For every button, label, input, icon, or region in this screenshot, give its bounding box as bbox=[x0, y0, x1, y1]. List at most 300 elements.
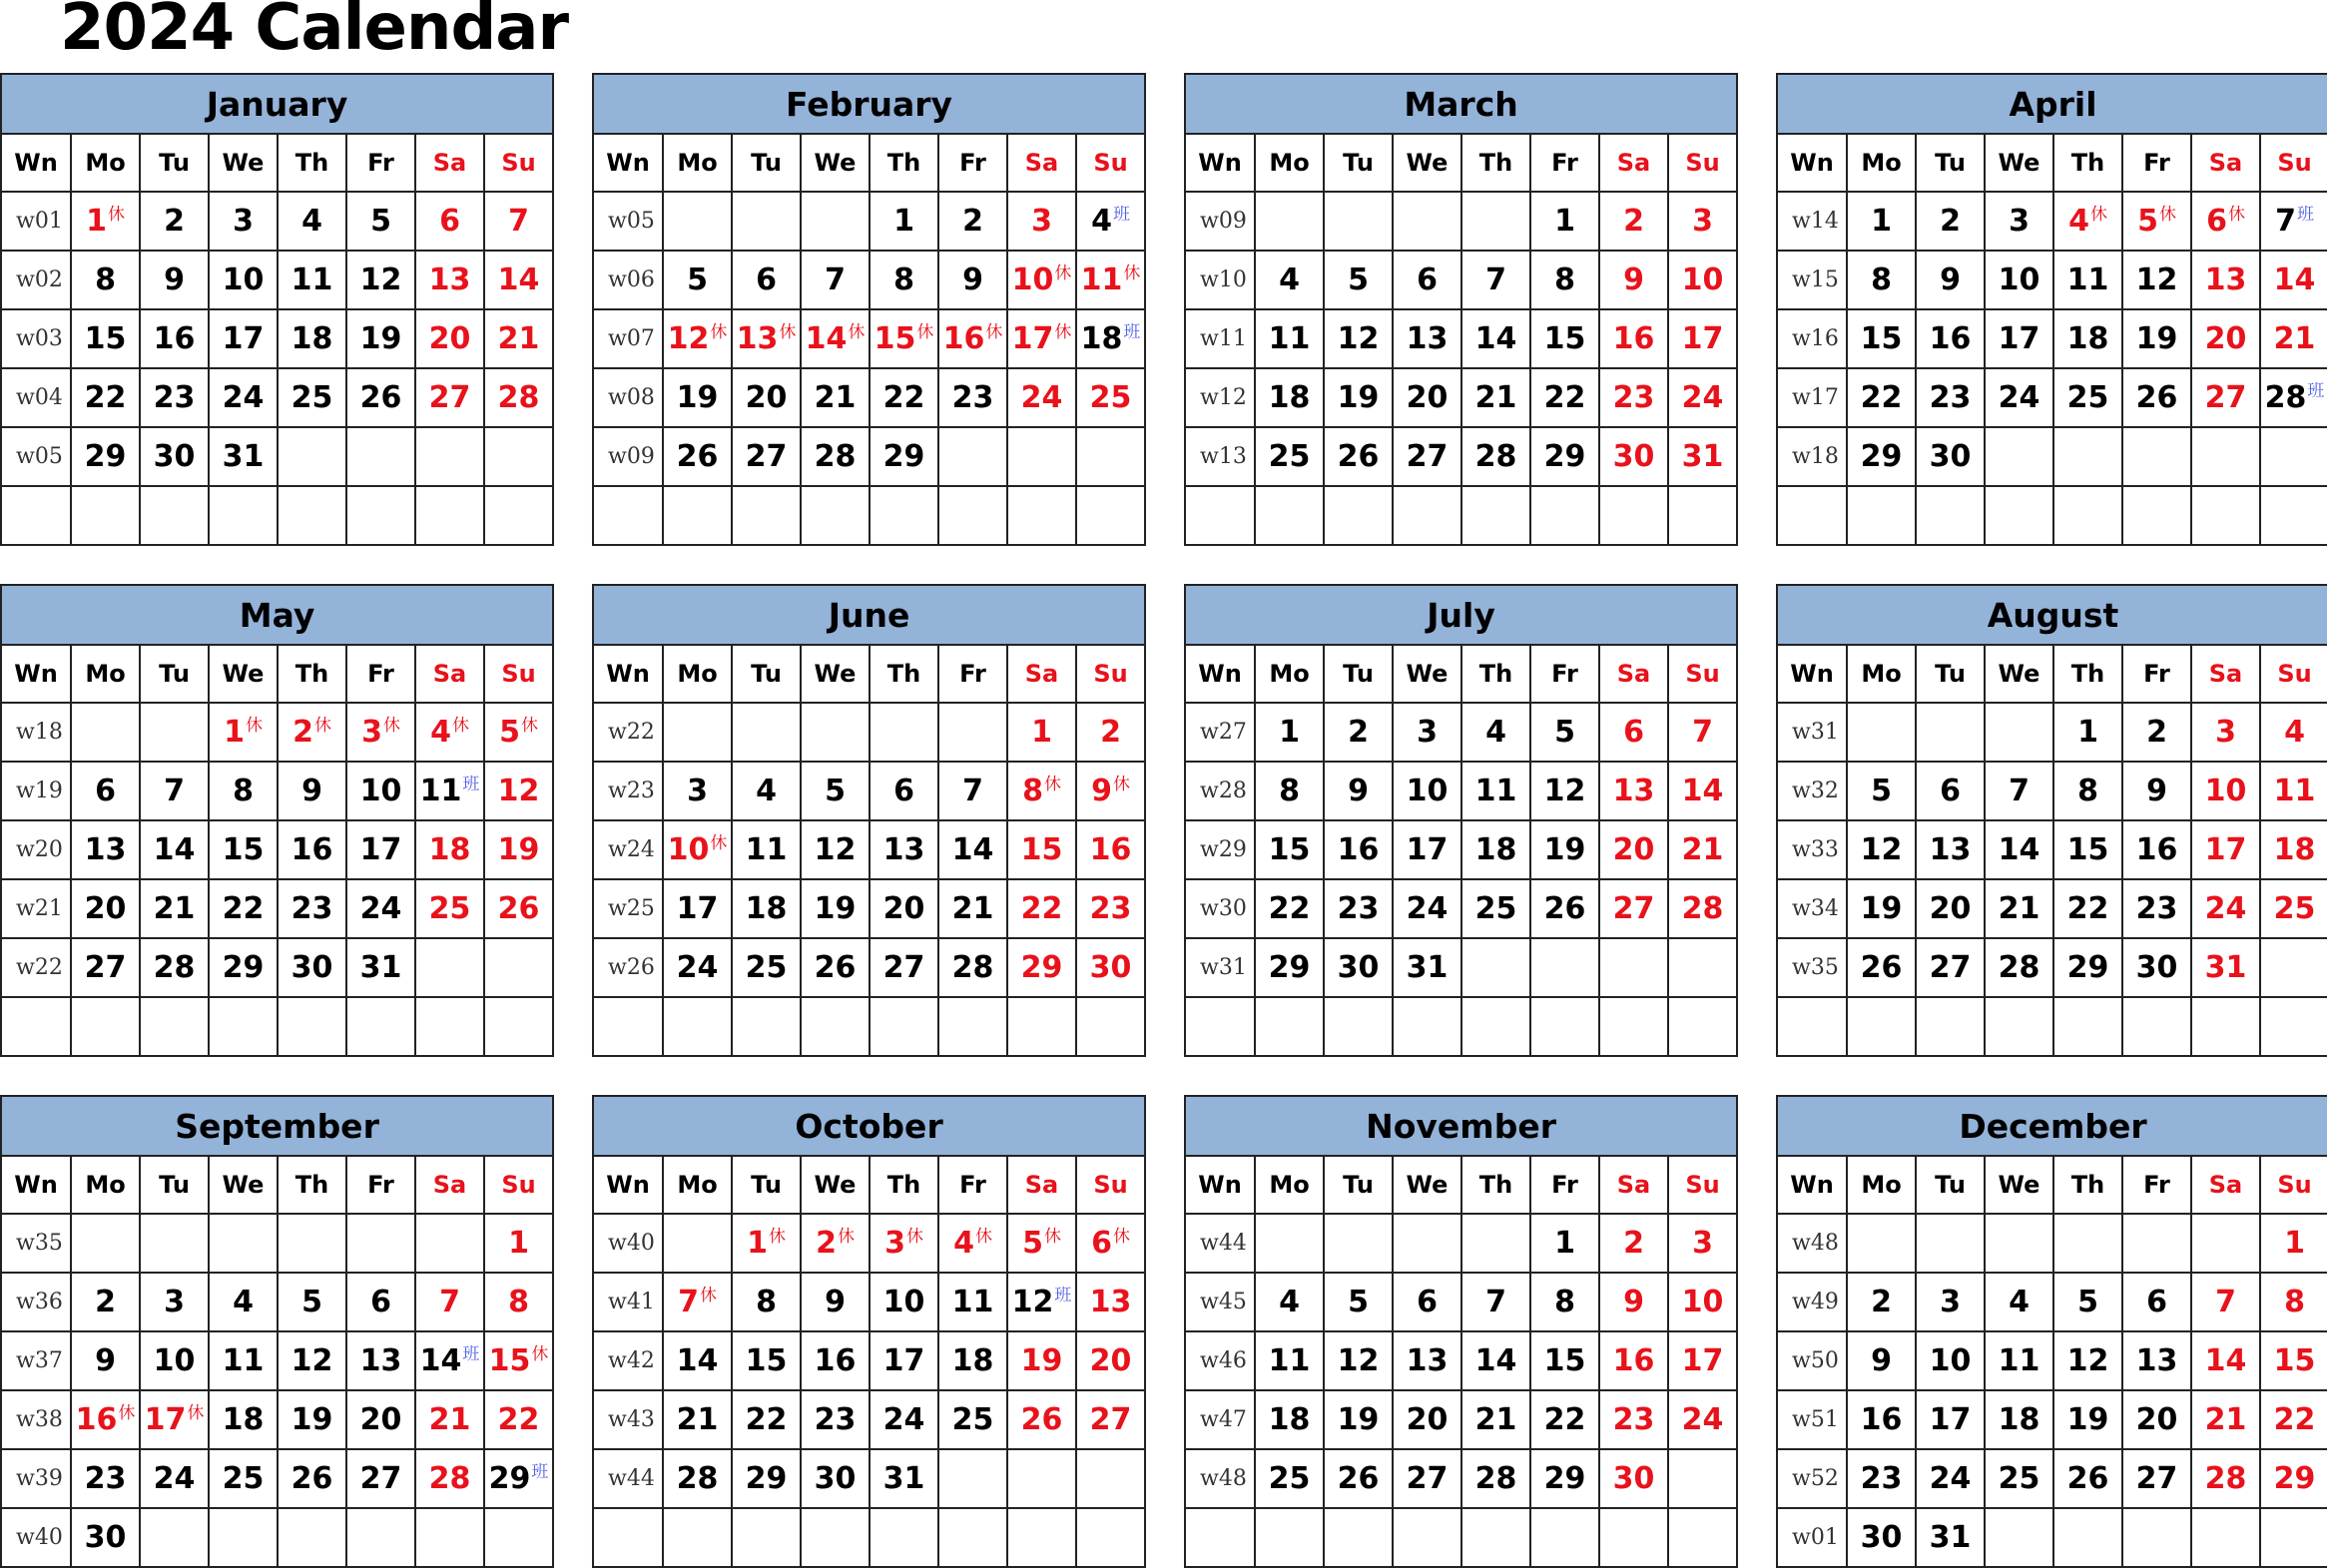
day-number: 26 bbox=[359, 380, 402, 415]
weekday-header: We bbox=[1985, 645, 2053, 703]
day-cell bbox=[346, 1390, 415, 1449]
empty-cell bbox=[1255, 1508, 1324, 1567]
day-number: 9 bbox=[1091, 774, 1112, 808]
day-cell bbox=[1076, 820, 1145, 879]
day-cell bbox=[801, 1449, 870, 1508]
empty-cell bbox=[1255, 486, 1324, 545]
day-number: 16 bbox=[153, 321, 196, 356]
day-number: 16 bbox=[1089, 832, 1132, 867]
day-number: 19 bbox=[814, 891, 857, 926]
day-cell bbox=[2122, 1273, 2191, 1331]
week-row bbox=[593, 427, 1145, 486]
day-cell bbox=[2053, 762, 2122, 820]
day-cell bbox=[140, 427, 209, 486]
weekday-header: Sa bbox=[1007, 134, 1076, 192]
empty-cell bbox=[140, 486, 209, 545]
day-cell bbox=[1668, 1331, 1737, 1390]
day-number: 14 bbox=[153, 832, 196, 867]
week-row bbox=[1185, 427, 1737, 486]
day-cell bbox=[2053, 368, 2122, 427]
empty-cell bbox=[1530, 938, 1599, 997]
holiday-rest-mark: 休 bbox=[531, 1344, 549, 1364]
empty-cell bbox=[2053, 997, 2122, 1056]
week-row bbox=[593, 820, 1145, 879]
day-number: 18 bbox=[291, 321, 333, 356]
weekday-header: Tu bbox=[140, 134, 209, 192]
day-cell bbox=[1461, 1273, 1530, 1331]
holiday-rest-mark: 休 bbox=[1054, 263, 1072, 283]
day-number: 3 bbox=[884, 1226, 905, 1261]
day-number: 27 bbox=[1929, 950, 1972, 985]
week-row bbox=[1185, 820, 1737, 879]
day-number: 23 bbox=[1860, 1461, 1903, 1496]
month-november bbox=[1184, 1095, 1736, 1568]
day-cell bbox=[1255, 762, 1324, 820]
day-number: 21 bbox=[1998, 891, 2040, 926]
weekday-header: Sa bbox=[1007, 645, 1076, 703]
day-number: 20 bbox=[428, 321, 471, 356]
weekday-header: Sa bbox=[2191, 1156, 2260, 1214]
day-cell bbox=[1007, 309, 1076, 368]
day-cell bbox=[1076, 1214, 1145, 1273]
empty-cell bbox=[2122, 1214, 2191, 1273]
weekday-header: Th bbox=[278, 1156, 346, 1214]
week-row bbox=[1185, 1331, 1737, 1390]
day-cell bbox=[732, 938, 801, 997]
day-number: 26 bbox=[814, 950, 857, 985]
day-cell bbox=[484, 309, 553, 368]
day-cell bbox=[1461, 251, 1530, 309]
day-number: 24 bbox=[359, 891, 402, 926]
day-cell bbox=[415, 703, 484, 762]
day-number: 14 bbox=[951, 832, 994, 867]
week-row bbox=[1, 879, 553, 938]
day-cell bbox=[870, 762, 938, 820]
day-number: 2 bbox=[2146, 715, 2167, 750]
day-number: 11 bbox=[291, 262, 333, 297]
day-number: 30 bbox=[1612, 1461, 1655, 1496]
empty-cell bbox=[1916, 1214, 1985, 1273]
empty-cell bbox=[1007, 997, 1076, 1056]
day-cell bbox=[1668, 820, 1737, 879]
day-number: 26 bbox=[2135, 380, 2178, 415]
week-row bbox=[1185, 309, 1737, 368]
day-cell bbox=[1530, 1331, 1599, 1390]
day-cell bbox=[415, 1390, 484, 1449]
week-row bbox=[1, 997, 553, 1056]
day-number: 2 bbox=[962, 204, 983, 239]
day-number: 7 bbox=[2215, 1285, 2236, 1319]
day-number: 8 bbox=[2284, 1285, 2305, 1319]
empty-cell bbox=[663, 997, 732, 1056]
day-number: 9 bbox=[962, 262, 983, 297]
day-number: 12 bbox=[1011, 1285, 1054, 1319]
day-number: 27 bbox=[1612, 891, 1655, 926]
day-number: 4 bbox=[301, 204, 322, 239]
day-number: 28 bbox=[153, 950, 196, 985]
day-number: 14 bbox=[497, 262, 540, 297]
day-cell bbox=[1847, 251, 1916, 309]
empty-cell bbox=[1668, 1508, 1737, 1567]
holiday-rest-mark: 休 bbox=[1054, 322, 1072, 342]
day-number: 29 bbox=[1860, 439, 1903, 474]
empty-cell bbox=[1393, 1508, 1461, 1567]
day-cell bbox=[663, 1449, 732, 1508]
day-cell bbox=[2191, 938, 2260, 997]
day-number: 20 bbox=[1406, 380, 1449, 415]
day-number: 25 bbox=[2273, 891, 2316, 926]
day-number: 29 bbox=[1268, 950, 1311, 985]
day-number: 31 bbox=[222, 439, 265, 474]
day-cell bbox=[870, 368, 938, 427]
day-number: 11 bbox=[1080, 262, 1123, 297]
weekday-header: We bbox=[209, 134, 278, 192]
day-cell bbox=[2122, 938, 2191, 997]
day-number: 26 bbox=[291, 1461, 333, 1496]
week-number: w13 bbox=[1185, 427, 1255, 486]
day-number: 24 bbox=[1681, 380, 1724, 415]
empty-cell bbox=[1530, 997, 1599, 1056]
empty-cell bbox=[71, 486, 140, 545]
day-number: 27 bbox=[1406, 439, 1449, 474]
day-cell bbox=[663, 251, 732, 309]
day-number: 7 bbox=[962, 774, 983, 808]
month-name: November bbox=[1185, 1096, 1737, 1156]
day-cell bbox=[1530, 427, 1599, 486]
week-row bbox=[593, 1390, 1145, 1449]
month-name: September bbox=[1, 1096, 553, 1156]
month-december bbox=[1776, 1095, 2327, 1568]
day-number: 12 bbox=[2066, 1343, 2109, 1378]
day-number: 18 bbox=[745, 891, 788, 926]
day-number: 14 bbox=[1474, 1343, 1517, 1378]
week-row bbox=[1, 938, 553, 997]
day-number: 3 bbox=[2215, 715, 2236, 750]
day-number: 30 bbox=[291, 950, 333, 985]
day-number: 16 bbox=[291, 832, 333, 867]
day-number: 23 bbox=[1929, 380, 1972, 415]
week-row bbox=[1, 251, 553, 309]
empty-cell bbox=[2053, 1214, 2122, 1273]
day-number: 21 bbox=[2273, 321, 2316, 356]
day-number: 27 bbox=[84, 950, 127, 985]
week-row bbox=[1, 1390, 553, 1449]
day-number: 9 bbox=[825, 1285, 846, 1319]
weekday-header: Mo bbox=[71, 1156, 140, 1214]
day-number: 22 bbox=[2273, 1402, 2316, 1437]
week-number: w06 bbox=[593, 251, 663, 309]
day-number: 22 bbox=[1268, 891, 1311, 926]
day-cell bbox=[801, 309, 870, 368]
week-number: w47 bbox=[1185, 1390, 1255, 1449]
day-cell bbox=[346, 820, 415, 879]
weekday-header: Su bbox=[484, 1156, 553, 1214]
week-number bbox=[1185, 997, 1255, 1056]
day-cell bbox=[732, 1390, 801, 1449]
day-number: 21 bbox=[2204, 1402, 2247, 1437]
empty-cell bbox=[1393, 486, 1461, 545]
day-cell bbox=[415, 1331, 484, 1390]
day-number: 17 bbox=[882, 1343, 925, 1378]
holiday-rest-mark: 休 bbox=[1123, 263, 1141, 283]
holiday-rest-mark: 休 bbox=[2227, 205, 2245, 225]
day-number: 1 bbox=[508, 1226, 529, 1261]
day-cell bbox=[1668, 879, 1737, 938]
day-number: 20 bbox=[1929, 891, 1972, 926]
day-number: 16 bbox=[1612, 321, 1655, 356]
day-cell bbox=[1255, 427, 1324, 486]
day-cell bbox=[1847, 1390, 1916, 1449]
week-row bbox=[1185, 368, 1737, 427]
week-row bbox=[593, 368, 1145, 427]
week-number: w51 bbox=[1777, 1390, 1847, 1449]
weekday-header: Tu bbox=[140, 645, 209, 703]
weekday-header: Th bbox=[2053, 134, 2122, 192]
month-name: January bbox=[1, 74, 553, 134]
weekday-header: Fr bbox=[346, 645, 415, 703]
day-cell bbox=[71, 251, 140, 309]
day-cell bbox=[1916, 427, 1985, 486]
empty-cell bbox=[1461, 192, 1530, 251]
week-row bbox=[593, 879, 1145, 938]
day-cell bbox=[1599, 1449, 1668, 1508]
weekday-header: We bbox=[1985, 1156, 2053, 1214]
day-number: 6 bbox=[439, 204, 460, 239]
day-cell bbox=[2053, 192, 2122, 251]
page-title: 2024 Calendar bbox=[60, 0, 569, 65]
day-cell bbox=[1668, 251, 1737, 309]
empty-cell bbox=[1847, 703, 1916, 762]
week-row bbox=[593, 1449, 1145, 1508]
empty-cell bbox=[1076, 997, 1145, 1056]
day-cell bbox=[870, 309, 938, 368]
weekday-header: Wn bbox=[1185, 134, 1255, 192]
day-cell bbox=[1530, 368, 1599, 427]
day-number: 12 bbox=[1337, 1343, 1380, 1378]
empty-cell bbox=[2122, 486, 2191, 545]
week-row bbox=[593, 703, 1145, 762]
weekday-header: Su bbox=[2260, 1156, 2327, 1214]
day-cell bbox=[1530, 1449, 1599, 1508]
day-cell bbox=[1324, 368, 1393, 427]
empty-cell bbox=[209, 486, 278, 545]
day-number: 3 bbox=[1692, 1226, 1713, 1261]
weekday-header: We bbox=[209, 1156, 278, 1214]
day-number: 2 bbox=[292, 715, 313, 750]
empty-cell bbox=[732, 192, 801, 251]
day-number: 31 bbox=[359, 950, 402, 985]
day-number: 7 bbox=[1485, 1285, 1506, 1319]
empty-cell bbox=[278, 997, 346, 1056]
day-number: 18 bbox=[1268, 1402, 1311, 1437]
day-cell bbox=[2260, 762, 2327, 820]
empty-cell bbox=[1985, 486, 2053, 545]
day-cell bbox=[140, 251, 209, 309]
day-number: 16 bbox=[1860, 1402, 1903, 1437]
day-cell bbox=[1007, 938, 1076, 997]
day-cell bbox=[870, 938, 938, 997]
day-number: 30 bbox=[814, 1461, 857, 1496]
empty-cell bbox=[415, 427, 484, 486]
empty-cell bbox=[1461, 997, 1530, 1056]
weekday-header: Wn bbox=[1185, 1156, 1255, 1214]
weekday-header: Wn bbox=[1, 1156, 71, 1214]
makeup-workday-mark: 班 bbox=[462, 1344, 480, 1364]
day-cell bbox=[1324, 703, 1393, 762]
empty-cell bbox=[1599, 997, 1668, 1056]
day-number: 19 bbox=[1337, 380, 1380, 415]
day-number: 6 bbox=[370, 1285, 391, 1319]
month-name: December bbox=[1777, 1096, 2327, 1156]
week-row bbox=[593, 1331, 1145, 1390]
day-number: 26 bbox=[2066, 1461, 2109, 1496]
weekday-header: Wn bbox=[593, 1156, 663, 1214]
week-row bbox=[1777, 1390, 2327, 1449]
day-cell bbox=[938, 938, 1007, 997]
weekday-header: Mo bbox=[663, 645, 732, 703]
weekday-header: Sa bbox=[1007, 1156, 1076, 1214]
empty-cell bbox=[1668, 938, 1737, 997]
day-number: 2 bbox=[1623, 204, 1644, 239]
day-number: 15 bbox=[1543, 321, 1586, 356]
day-cell bbox=[870, 427, 938, 486]
day-number: 1 bbox=[1279, 715, 1300, 750]
week-number: w11 bbox=[1185, 309, 1255, 368]
makeup-workday-mark: 班 bbox=[2307, 381, 2325, 401]
day-number: 2 bbox=[816, 1226, 837, 1261]
day-cell bbox=[1530, 879, 1599, 938]
day-number: 25 bbox=[1268, 1461, 1311, 1496]
day-cell bbox=[415, 762, 484, 820]
empty-cell bbox=[346, 1214, 415, 1273]
empty-cell bbox=[1076, 1449, 1145, 1508]
day-cell bbox=[1255, 703, 1324, 762]
empty-cell bbox=[1985, 1214, 2053, 1273]
day-number: 15 bbox=[873, 321, 916, 356]
day-cell bbox=[71, 427, 140, 486]
day-cell bbox=[1599, 251, 1668, 309]
week-row bbox=[1777, 879, 2327, 938]
day-number: 27 bbox=[745, 439, 788, 474]
week-row bbox=[1777, 427, 2327, 486]
day-cell bbox=[1916, 192, 1985, 251]
weekday-header: Su bbox=[1076, 645, 1145, 703]
day-cell bbox=[1255, 309, 1324, 368]
day-cell bbox=[2122, 762, 2191, 820]
day-cell bbox=[1599, 192, 1668, 251]
week-number: w49 bbox=[1777, 1273, 1847, 1331]
day-number: 17 bbox=[1998, 321, 2040, 356]
day-cell bbox=[278, 879, 346, 938]
day-cell bbox=[346, 309, 415, 368]
day-number: 23 bbox=[1337, 891, 1380, 926]
day-number: 29 bbox=[1020, 950, 1063, 985]
day-number: 16 bbox=[1612, 1343, 1655, 1378]
day-cell bbox=[1461, 309, 1530, 368]
weekday-header: Su bbox=[2260, 645, 2327, 703]
day-number: 6 bbox=[2206, 204, 2227, 239]
week-number: w44 bbox=[593, 1449, 663, 1508]
weekday-header: Mo bbox=[663, 1156, 732, 1214]
day-number: 5 bbox=[1022, 1226, 1043, 1261]
day-number: 1 bbox=[2284, 1226, 2305, 1261]
day-number: 16 bbox=[2135, 832, 2178, 867]
day-number: 6 bbox=[756, 262, 777, 297]
day-number: 4 bbox=[1091, 204, 1112, 239]
day-number: 1 bbox=[1554, 1226, 1575, 1261]
day-cell bbox=[415, 820, 484, 879]
week-row bbox=[1777, 762, 2327, 820]
day-cell bbox=[1847, 192, 1916, 251]
day-number: 1 bbox=[893, 204, 914, 239]
week-number: w18 bbox=[1, 703, 71, 762]
day-cell bbox=[1007, 1331, 1076, 1390]
weekday-header: Fr bbox=[346, 1156, 415, 1214]
empty-cell bbox=[1007, 427, 1076, 486]
weekday-header: Wn bbox=[1777, 134, 1847, 192]
holiday-rest-mark: 休 bbox=[848, 322, 866, 342]
day-number: 13 bbox=[1612, 774, 1655, 808]
day-number: 9 bbox=[1623, 262, 1644, 297]
empty-cell bbox=[2260, 997, 2327, 1056]
day-cell bbox=[1076, 1273, 1145, 1331]
weekday-header: Fr bbox=[2122, 134, 2191, 192]
empty-cell bbox=[663, 486, 732, 545]
day-number: 19 bbox=[291, 1402, 333, 1437]
week-number: w31 bbox=[1185, 938, 1255, 997]
holiday-rest-mark: 休 bbox=[245, 716, 263, 736]
day-number: 10 bbox=[1681, 1285, 1724, 1319]
weekday-header: Su bbox=[1076, 134, 1145, 192]
week-row bbox=[1, 309, 553, 368]
empty-cell bbox=[801, 1508, 870, 1567]
day-cell bbox=[1668, 703, 1737, 762]
day-cell bbox=[140, 879, 209, 938]
day-cell bbox=[278, 1331, 346, 1390]
week-number: w48 bbox=[1777, 1214, 1847, 1273]
day-number: 13 bbox=[882, 832, 925, 867]
holiday-rest-mark: 休 bbox=[107, 205, 125, 225]
weekday-header: Tu bbox=[1916, 134, 1985, 192]
empty-cell bbox=[1985, 1508, 2053, 1567]
day-cell bbox=[1916, 1273, 1985, 1331]
week-number bbox=[1, 486, 71, 545]
week-number: w50 bbox=[1777, 1331, 1847, 1390]
day-number: 24 bbox=[1406, 891, 1449, 926]
week-row bbox=[1185, 879, 1737, 938]
day-cell bbox=[1007, 368, 1076, 427]
holiday-rest-mark: 休 bbox=[1112, 775, 1130, 794]
day-cell bbox=[1847, 762, 1916, 820]
week-number bbox=[1185, 1508, 1255, 1567]
day-number: 29 bbox=[2066, 950, 2109, 985]
day-number: 17 bbox=[1681, 1343, 1724, 1378]
day-number: 26 bbox=[1020, 1402, 1063, 1437]
day-cell bbox=[1255, 1331, 1324, 1390]
day-cell bbox=[140, 1331, 209, 1390]
day-cell bbox=[1847, 1273, 1916, 1331]
day-number: 30 bbox=[1089, 950, 1132, 985]
month-april bbox=[1776, 73, 2327, 546]
day-number: 11 bbox=[222, 1343, 265, 1378]
weekday-header: Wn bbox=[1, 134, 71, 192]
day-number: 8 bbox=[2077, 774, 2098, 808]
day-cell bbox=[1324, 820, 1393, 879]
day-cell bbox=[870, 1273, 938, 1331]
day-number: 13 bbox=[736, 321, 779, 356]
weekday-header: Wn bbox=[1185, 645, 1255, 703]
day-number: 7 bbox=[2009, 774, 2030, 808]
